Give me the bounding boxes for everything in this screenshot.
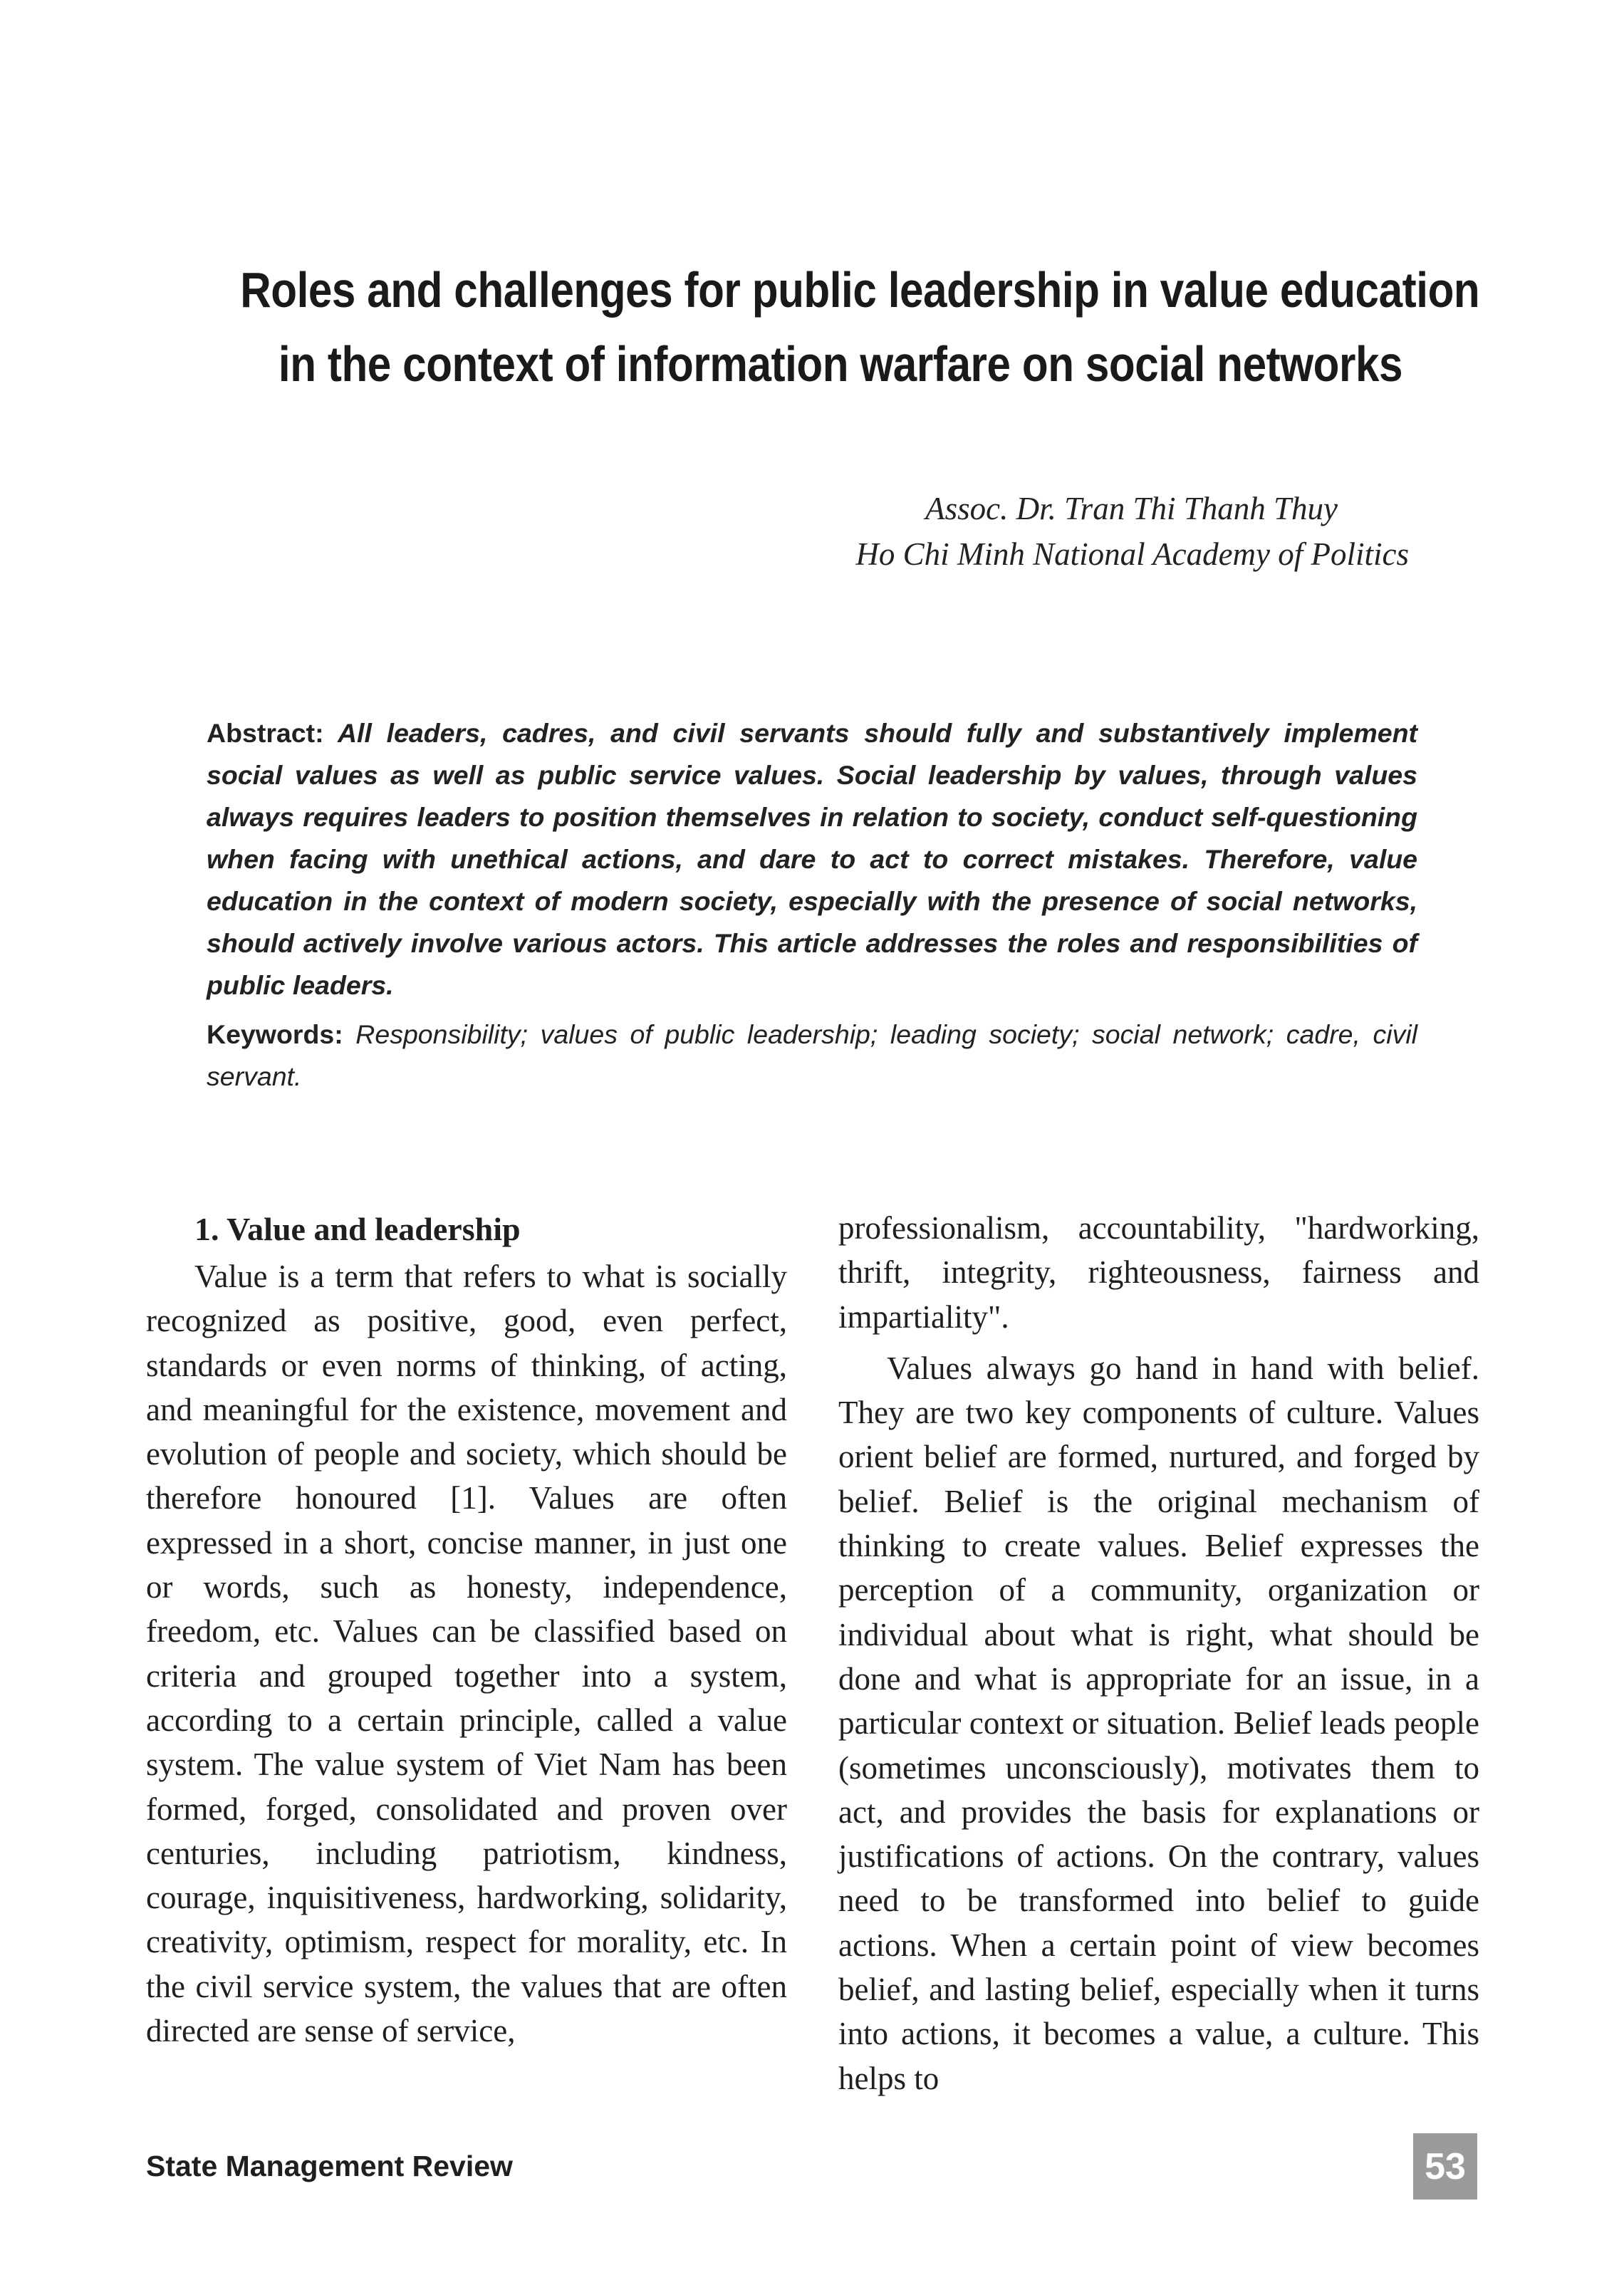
keywords-label: Keywords: [207, 1019, 343, 1049]
author-name: Assoc. Dr. Tran Thi Thanh Thuy [925, 491, 1338, 526]
body-paragraph: Values always go hand in hand with belief. They are two key components of culture. Values orient belief are formed, nurtured, and forged by belief. Belief is the original mechanism of thinking to create values. Belief expresses the perception of a community, organization or individual about what is right, what should be done and what is appropriate for an issue, in a particular context or situation. Belief leads people (sometimes unconsciously), motivates them to act, and provides the basis for explanations or justifications of actions. On the contrary, values need to be transformed into belief to guide actions. When a certain point of view becomes belief, and lasting belief, especially when it turns into actions, it becomes a value, a culture. This helps to [838, 1350, 1479, 2096]
page-number: 53 [1413, 2133, 1477, 2200]
journal-name: State Management Review [146, 2150, 513, 2182]
keywords-paragraph [207, 1014, 1417, 1098]
body-paragraph: professionalism, accountability, "hardworking, thrift, integrity, righteousness, fairness and impartiality". [838, 1210, 1479, 1335]
article-title-line-1: Roles and challenges for public leadership in value education [240, 262, 1480, 318]
article-title-line-2: in the context of information warfare on social networks [278, 336, 1403, 392]
author-affiliation: Ho Chi Minh National Academy of Politics [855, 536, 1409, 572]
keywords-text: Responsibility; values of public leadership; leading society; social network; cadre, civil servant. [207, 1019, 1417, 1091]
abstract-block [207, 712, 1417, 1098]
author-block [855, 486, 1409, 577]
body-column-left [146, 1206, 787, 2053]
abstract-text: All leaders, cadres, and civil servants should fully and substantively implement social values as well as public service values. Social leadership by values, through values always requires leaders to position themselves in relation to society, conduct self-questioning when facing with unethical actions, and dare to act to correct mistakes. Therefore, value education in the context of modern society, especially with the presence of social networks, should actively involve various actors. This article addresses the roles and responsibilities of public leaders. [207, 718, 1417, 1000]
abstract-paragraph [207, 712, 1417, 1006]
section-heading: 1. Value and leadership [194, 1211, 521, 1247]
body-column-right [838, 1206, 1479, 2101]
article-title [240, 253, 1480, 401]
body-paragraph: Value is a term that refers to what is socially recognized as positive, good, even perfect, standards or even norms of thinking, of acting, and meaningful for the existence, movement and evolution of people and society, which should be therefore honoured [1]. Values are often expressed in a short, concise manner, in just one or words, such as honesty, independence, freedom, etc. Values can be classified based on criteria and grouped together into a system, according to a certain principle, called a value system. The value system of Viet Nam has been formed, forged, consolidated and proven over centuries, including patriotism, kindness, courage, inquisitiveness, hardworking, solidarity, creativity, optimism, respect for morality, etc. In the civil service system, the values that are often directed are sense of service, [146, 1259, 787, 2049]
abstract-label: Abstract: [207, 718, 324, 748]
